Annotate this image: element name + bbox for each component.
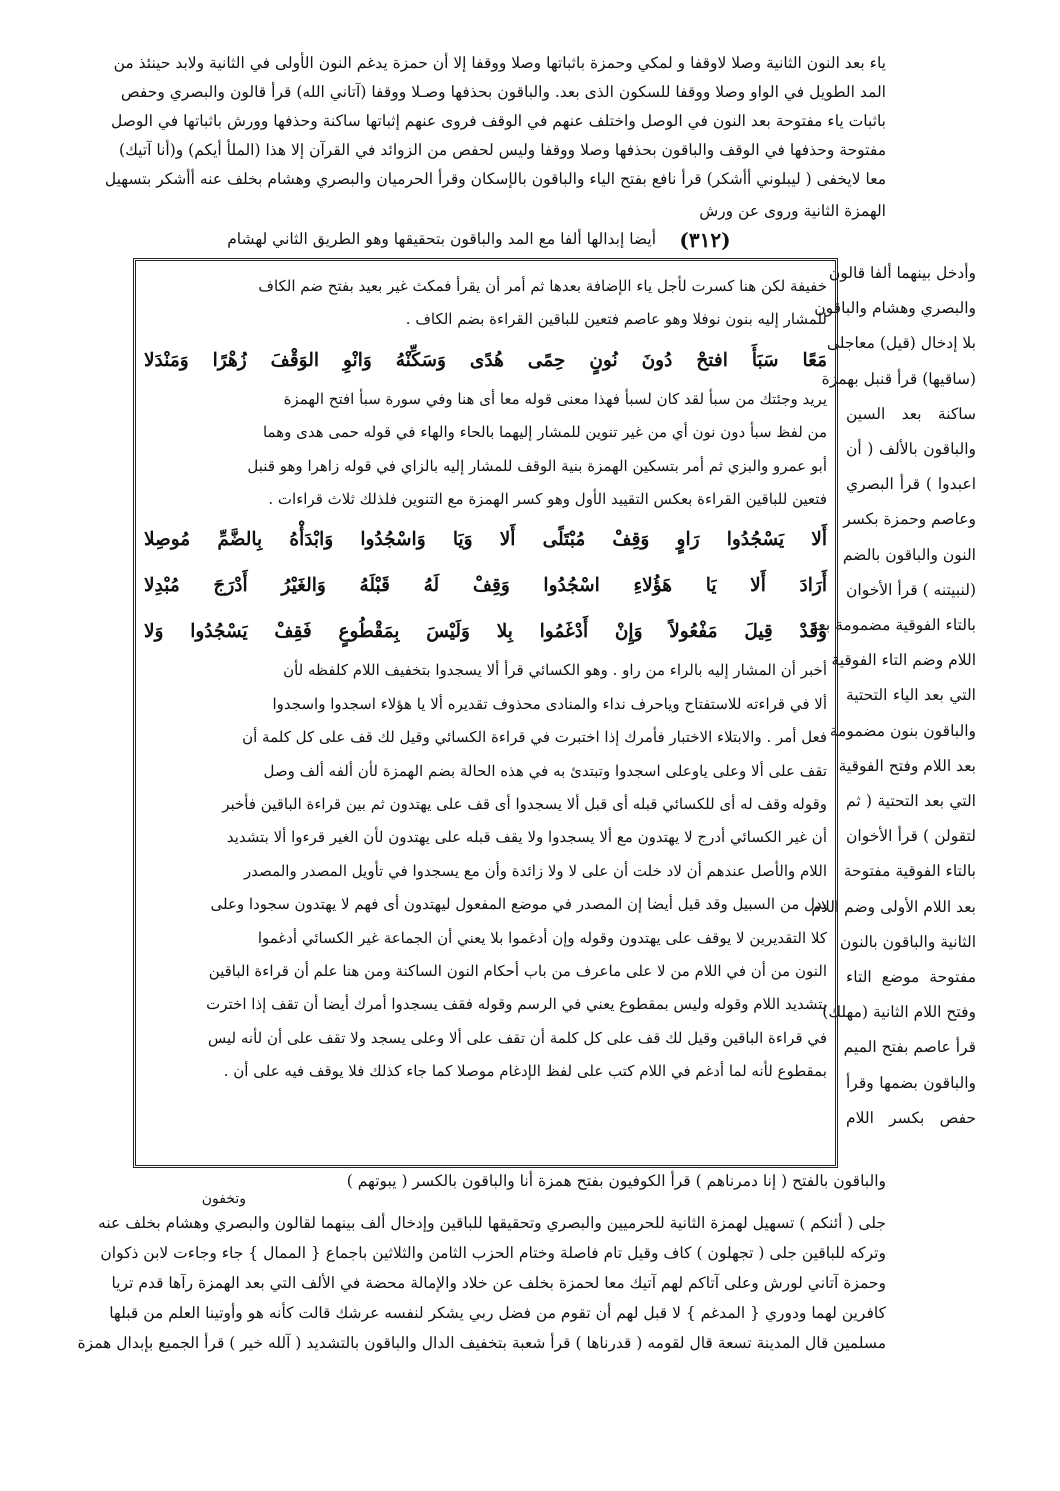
commentary-line: النون من أن في اللام من لا على ماعرف من باب أحكام النون الساكنة ومن هنا علم أن قراءة الباقين — [208, 962, 827, 980]
commentary-line: للمشار إليه بنون نوفلا وهو عاصم فتعين للباقين القراءة بضم الكاف . — [405, 310, 827, 329]
side-line: بالتاء الفوقية مضمومة بعد — [810, 616, 976, 634]
commentary-line: أخبر أن المشار إليه بالراء من راو . وهو الكسائي قرأ ألا يسجدوا بتخفيف اللام كلفظه لأن — [283, 661, 827, 680]
top-line: مفتوحة وحذفها في الوقف والباقون بحذفها وصلا ووقفا وليس لحفص من الزوائد في القرآن إلا هذا (الملأ أيكم) و(أنا آتيك) — [119, 141, 886, 159]
side-line: وأدخل بينهما ألفا قالون — [828, 264, 976, 282]
commentary-line: وقوله وقف له أى للكسائي قبله أى قبل ألا يسجدوا أى قف على يهتدون ثم بين قراءة الباقين فأخبر — [222, 795, 827, 813]
side-line: حفص بكسر اللام — [846, 1108, 976, 1127]
verse-line: مَعًا سَبَأَ افتحْ دُونَ نُونٍ حِمًى هُدًى وَسَكِّنْهُ وَانْوِ الوَقْفَ زُهْرًا وَمَنْدَلا — [144, 349, 827, 371]
side-line: اعبدوا ) قرأ البصري — [846, 475, 976, 494]
commentary-line: في قراءة الباقين وقيل لك قف على كل كلمة أن تقف على ألا وعلى يسجد ولا تقف على أن لأنه ليس — [207, 1028, 827, 1047]
top-line: معا لايخفى ( ليبلوني أأشكر) قرأ نافع بفتح الياء والباقون بالإسكان وقرأ الحرميان والبصري وهشام بخلف عنه أأشكر بتسهيل — [104, 170, 886, 188]
verse-line: أَرَادَ أَلا يَا هَؤُلاءِ اسْجُدُوا وَقِفْ لَهُ قَبْلَهُ وَالغَيْرُ أَدْرَجَ مُبْدِلا — [144, 575, 827, 597]
top-line: المد الطويل في الواو وصلا ووقفا للسكون الذى بعد. والباقون بحذفها وصـلا ووقفا (آتاني الله) قرأ قالون والبصري وحفص — [120, 83, 886, 101]
side-line: والباقون بالألف ( أن — [846, 440, 976, 458]
commentary-line: تقف على ألا وعلى ياوعلى اسجدوا وتبتدئ به في هذه الحالة بضم الهمزة لأن ألفه ألف وصل — [263, 761, 827, 780]
side-line: التي بعد التحتية ( ثم — [846, 792, 976, 810]
commentary-line: بتشديد اللام وقوله وليس بمقطوع يعني في الرسم وقوله فقف يسجدوا أمرك أيضا أن تقف إذا اخترت — [206, 995, 827, 1014]
commentary-line: بدل من السبيل وقد قيل أيضا إن المصدر في موضع المفعول ليهتدون أى فهم لا يهتدون سجودا وعلى — [210, 895, 827, 914]
side-line: بعد اللام الأولى وضم اللام — [811, 897, 976, 916]
page-number: (٣١٢) — [679, 228, 731, 252]
commentary-line: من لفظ سبأ دون نون أي من غير تنوين للمشار إليهما بالحاء والهاء في قوله حمى هدى وهما — [262, 423, 827, 442]
verse-line: أَلا يَسْجُدُوا رَاوٍ وَقِفْ مُبْتَلًى أَلا وَيَا وَاسْجُدُوا وَابْدَأْهُ بِالضَّمِّ مُوصِلا — [144, 529, 827, 551]
commentary-line: أبو عمرو والبزي ثم أمر بتسكين الهمزة بنية الوقف للمشار إليه بالزاي في قوله زاهرا وهو قنبل — [247, 456, 827, 475]
bottom-text-block — [77, 1170, 886, 1390]
side-line: قرأ عاصم بفتح الميم — [843, 1038, 976, 1057]
side-line: مفتوحة موضع التاء — [846, 968, 976, 986]
commentary-line: أن غير الكسائي أدرج لا يهتدون مع ألا يسجدوا ولا يقف قبله على يهتدون لأن الغير قرءوا ألا بتشديد — [226, 828, 827, 847]
verse-line: وَقَدْ قِيلَ مَفْعُولاً وَإِنْ أَدْغَمُوا بِلا وَلَيْسَ بِمَقْطُوعٍ فَقِفْ يَسْجُدُوا وَلا — [144, 621, 827, 643]
side-line: النون والباقون بالضم — [842, 545, 976, 564]
bottom-line: جلى ( أئنكم ) تسهيل لهمزة الثانية للحرميين والبصري وتحقيقها للباقين وإدخال ألف بينهما لقالون والبصري وهشام بخلف عنه — [98, 1214, 886, 1232]
side-line: ساكنة بعد السين — [846, 404, 976, 423]
side-line: لتقولن ) قرأ الأخوان — [846, 827, 976, 846]
frame-text — [144, 275, 827, 1155]
side-line: (ساقيها) قرأ قنبل بهمزة — [821, 369, 976, 388]
side-line: بعد اللام وفتح الفوقية — [838, 756, 976, 775]
commentary-line: ألا في قراءته للاستفتاح وياحرف نداء والمنادى محذوف تقديره ألا يا هؤلاء اسجدوا واسجدوا — [272, 694, 827, 713]
side-line: وعاصم وحمزة بكسر — [843, 510, 976, 529]
side-line: (لنبيتنه ) قرأ الأخوان — [846, 580, 976, 599]
top-line: الهمزة الثانية وروى عن ورش — [699, 202, 886, 220]
side-line: الثانية والباقون بالنون — [839, 932, 976, 951]
top-line: باثبات ياء مفتوحة بعد النون في الوصل واختلف عنهم في الوقف فروى عنهم إثباتها ساكنة وحذفها وورش باثباتها في الوصل — [110, 112, 886, 130]
top-line: أيضا إبدالها ألفا مع المد والباقون بتحقيقها وهو الطريق الثاني لهشام — [227, 230, 656, 248]
commentary-line: فتعين للباقين القراءة بعكس التقييد الأول وهو كسر الهمزة مع التنوين فلذلك ثلاث قراءات . — [268, 490, 827, 508]
top-line: ياء بعد النون الثانية وصلا لاوقفا و لمكي وحمزة باثباتها وصلا ووقفا إلا أن حمزة يدغم النون الأولى في الثانية ولابد حينئذ من — [113, 54, 886, 72]
side-line: اللام وضم التاء الفوقية — [831, 651, 976, 670]
bottom-gloss: وتخفون — [201, 1191, 246, 1207]
bottom-line: وتركه للباقين جلى ( تجهلون ) كاف وقيل تام فاصلة وختام الحزب الثامن والثلاثين باجماع { الممال } جاء وجاءت لابن ذكوان — [100, 1244, 886, 1262]
bottom-line: كافرين لهما ودوري { المدغم } لا قبل لهم أن تقوم من فضل ربي يشكر لنفسه عرشك قالت كأنه هو وأوتينا العلم من قبلها — [109, 1304, 886, 1322]
side-line: والباقون بنون مضمومة — [829, 721, 976, 740]
side-line: وفتح اللام الثانية (مهلك) — [822, 1003, 976, 1022]
commentary-line: خفيفة لكن هنا كسرت لأجل ياء الإضافة بعدها ثم أمر أن يقرأ فمكث غير بعيد بفتح ضم الكاف — [258, 277, 827, 295]
top-text-block — [104, 52, 886, 290]
commentary-line: كلا التقديرين لا يوقف على يهتدون وقوله وإن أدغموا بلا يعني أن الجماعة غير الكسائي أدغموا — [257, 928, 827, 947]
bottom-line: مسلمين قال المدينة تسعة قال لقومه ( قدرناها ) قرأ شعبة بتخفيف الدال والباقون بالتشديد ( آلله خير ) قرأ الجميع بإبدال همزة — [77, 1334, 886, 1352]
bottom-line: والباقون بالفتح ( إنا دمرناهم ) قرأ الكوفيون بفتح همزة أنا والباقون بالكسر ( يبوتهم ) — [346, 1172, 886, 1190]
commentary-line: اللام والأصل عندهم أن لاد خلت أن على لا ولا زائدة وأن مع يسجدوا في تأويل المصدر والمصدر — [243, 861, 827, 880]
side-line: بالتاء الفوقية مفتوحة — [843, 862, 976, 881]
bottom-line: وحمزة آتاني لورش وعلى آتاكم لهم آتيك معا لحمزة بخلف عن خلاد والإمالة محضة في الألف التي بعد الهمزة رآها قدم تريا — [111, 1274, 886, 1292]
side-margin-column — [810, 256, 976, 1168]
side-line: والبصري وهشام والباقون — [814, 299, 976, 318]
side-line: والباقون بضمها وقرأ — [846, 1073, 976, 1092]
commentary-line: فعل أمر . والابتلاء الاختبار فأمرك إذا اختبرت في قراءة الكسائي وقيل لك قف على كل كلمة أن — [242, 728, 827, 747]
commentary-line: يريد وجئتك من سبأ لقد كان لسبأ فهذا معنى قوله معا أى هنا وفي سورة سبأ افتح الهمزة — [283, 389, 827, 408]
side-line: التي بعد الياء التحتية — [846, 686, 976, 705]
side-line: بلا إدخال (قيل) معاجلى — [826, 334, 976, 353]
commentary-frame — [133, 258, 838, 1168]
commentary-line: بمقطوع لأنه لما أدغم في اللام كتب على لفظ الإدغام موصلا كما جاء كذلك فلا يوقف فيه على أن . — [223, 1062, 827, 1081]
